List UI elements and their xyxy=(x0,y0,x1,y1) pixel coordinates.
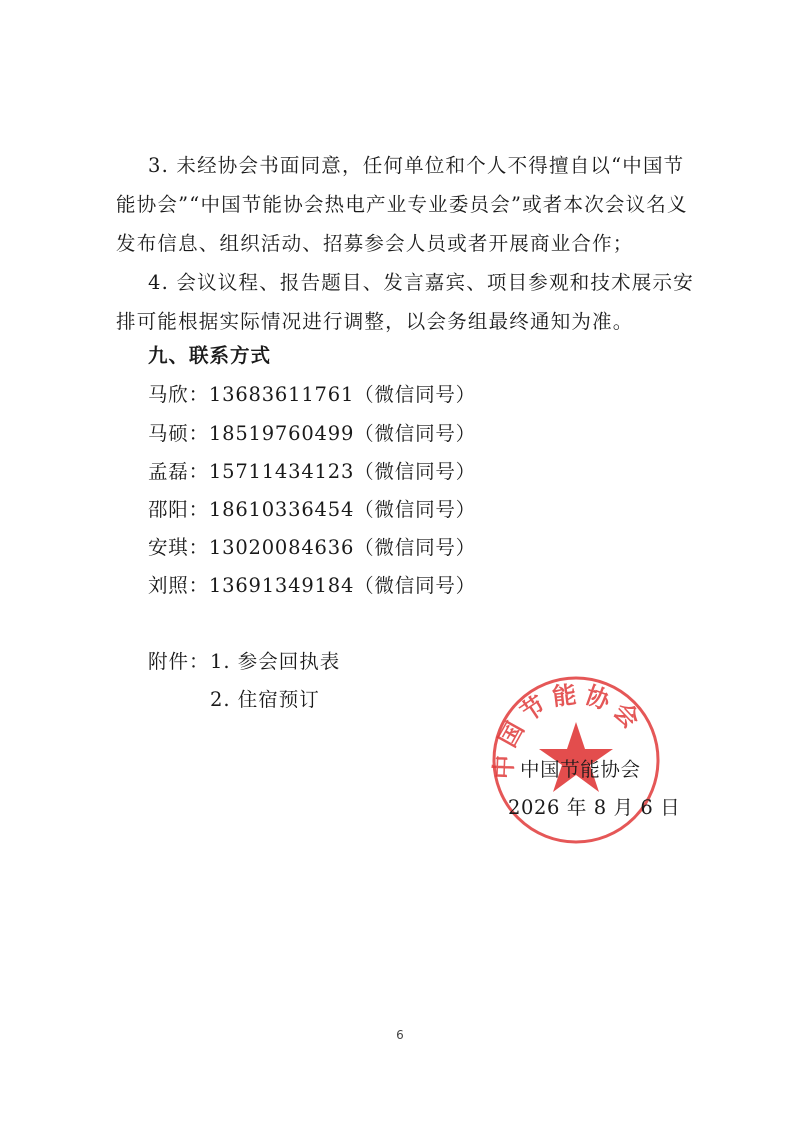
contact-line: 马硕：18519760499（微信同号） xyxy=(148,422,476,445)
contact-line: 安琪：13020084636（微信同号） xyxy=(148,536,476,559)
svg-text:中国节能协会: 中国节能协会 xyxy=(489,679,649,780)
note-item-3-text: 3. 未经协会书面同意，任何单位和个人不得擅自以“中国节能协会”“中国节能协会热电产业专业委员会”或者本次会议名义发布信息、组织活动、招募参会人员或者开展商业合作； xyxy=(116,154,688,255)
contact-line: 邵阳：18610336454（微信同号） xyxy=(148,498,476,521)
attachment-item: 2. 住宿预订 xyxy=(210,688,320,711)
attachment-item: 1. 参会回执表 xyxy=(210,650,341,673)
page-number: 6 xyxy=(396,1028,404,1042)
signature-org: 中国节能协会 xyxy=(520,758,641,781)
note-item-4 xyxy=(116,263,700,341)
contact-line: 刘照：13691349184（微信同号） xyxy=(148,574,476,597)
contact-heading: 九、联系方式 xyxy=(148,344,272,367)
note-item-4-text: 4. 会议议程、报告题目、发言嘉宾、项目参观和技术展示安排可能根据实际情况进行调整，以会务组最终通知为准。 xyxy=(116,271,694,333)
attachments-label: 附件： xyxy=(148,650,210,673)
signature-date: 2026 年 8 月 6 日 xyxy=(508,796,681,819)
contact-line: 马欣：13683611761（微信同号） xyxy=(148,383,476,406)
contact-line: 孟磊：15711434123（微信同号） xyxy=(148,460,476,483)
note-item-3 xyxy=(116,146,700,263)
